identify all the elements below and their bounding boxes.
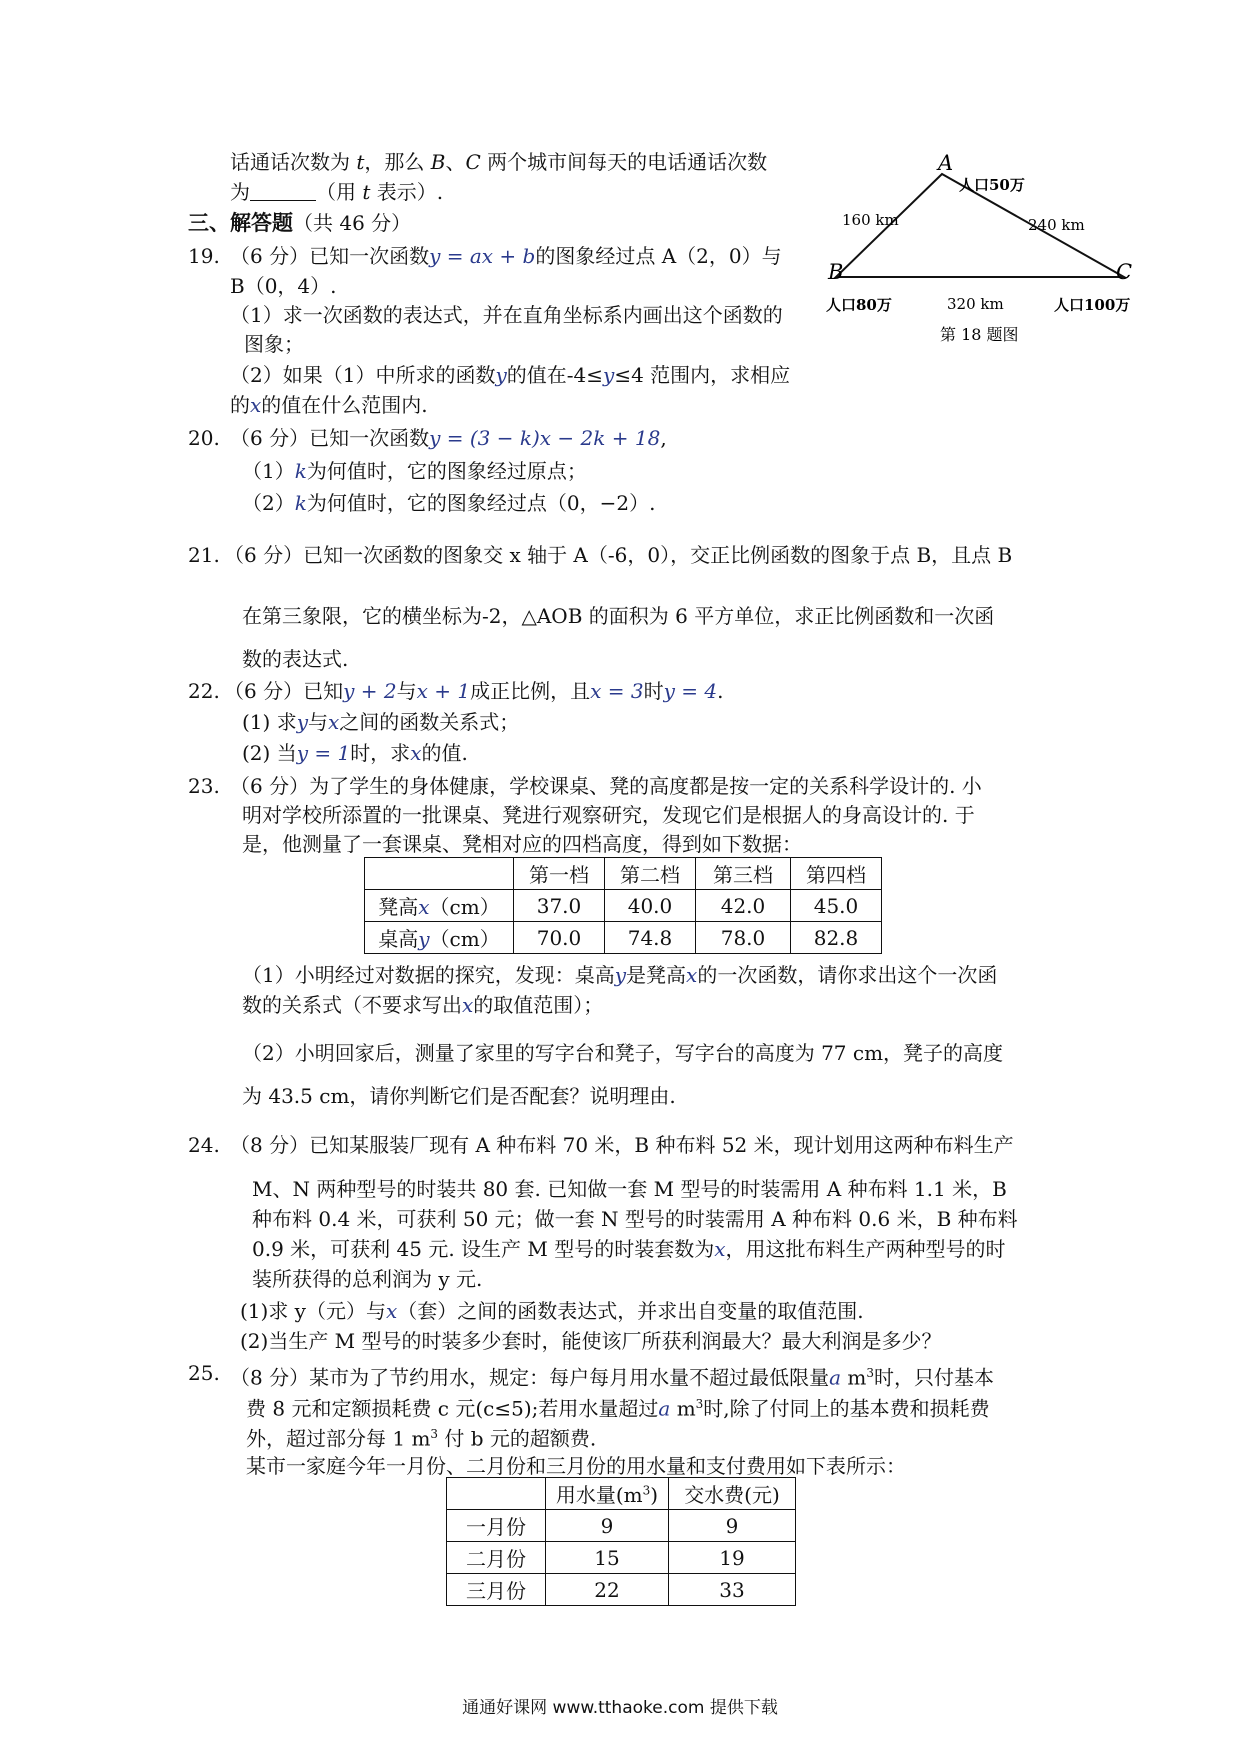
q18-line1: 话通话次数为 t，那么 B、C 两个城市间每天的电话通话次数 bbox=[230, 150, 768, 174]
table-row bbox=[447, 1510, 796, 1542]
fee-cell: 9 bbox=[669, 1510, 796, 1542]
q24-line2: M、N 两种型号的时装共 80 套. 已知做一套 M 型号的时装需用 A 种布料 1.1 米，B bbox=[252, 1177, 1007, 1201]
q25-line3: 外，超过部分每 1 $m^3$ 付 b 元的超额费. bbox=[246, 1426, 597, 1451]
usage-cell: 22 bbox=[546, 1574, 669, 1606]
month-cell: 一月份 bbox=[447, 1510, 546, 1542]
table-header-row bbox=[365, 858, 882, 890]
figure-18-triangle bbox=[826, 150, 1136, 350]
q24-line4: 0.9 米，可获利 45 元. 设生产 M 型号的时装套数为x，用这批布料生产两种型号的时 bbox=[252, 1237, 1006, 1261]
q20-part1: （1）k为何值时，它的图象经过原点； bbox=[242, 459, 587, 483]
table-cell: 42.0 bbox=[696, 890, 791, 922]
table-cell: 40.0 bbox=[605, 890, 696, 922]
table-header-cell bbox=[447, 1478, 546, 1510]
q22-part2: (2) 当y = 1时，求x的值. bbox=[242, 741, 468, 765]
q22-number: 22. bbox=[188, 679, 220, 703]
distance-bc: 320 km bbox=[947, 295, 1004, 313]
vertex-label-c: C bbox=[1116, 260, 1133, 284]
section-heading: 三、解答题（共 46 分） bbox=[188, 211, 412, 235]
distance-ac: 240 km bbox=[1028, 216, 1085, 234]
q19-line2: B（0，4）. bbox=[230, 274, 337, 298]
table-header-cell: 用水量$(m^3)$ bbox=[546, 1478, 669, 1510]
q18-line2: 为 （用 t 表示）. bbox=[230, 180, 444, 204]
table-header-cell: 交水费(元) bbox=[669, 1478, 796, 1510]
q20-line1: （6 分）已知一次函数y = (3 − k)x − 2k + 18, bbox=[230, 426, 667, 450]
q23-number: 23. bbox=[188, 774, 220, 798]
q19-number: 19. bbox=[188, 244, 220, 268]
fee-cell: 19 bbox=[669, 1542, 796, 1574]
q24-number: 24. bbox=[188, 1133, 220, 1157]
q20-part2: （2）k为何值时，它的图象经过点（0，−2）. bbox=[242, 491, 656, 515]
q21-number: 21. bbox=[188, 543, 220, 567]
q25-line1: （8 分）某市为了节约用水，规定：每户每月用水量不超过最低限量a $m^3$时，只付基本 bbox=[230, 1365, 994, 1390]
figure-caption: 第 18 题图 bbox=[940, 325, 1019, 344]
table-row bbox=[365, 922, 882, 954]
q23-part1: （1）小明经过对数据的探究，发现：桌高y是凳高x的一次函数，请你求出这个一次函 bbox=[242, 963, 998, 987]
q24-part2: (2)当生产 M 型号的时装多少套时，能使该厂所获利润最大？最大利润是多少？ bbox=[240, 1329, 942, 1353]
q25-line2: 费 8 元和定额损耗费 c 元(c≤5);若用水量超过a $m^3$时,除了付同上的基本费和损耗费 bbox=[246, 1396, 990, 1421]
q23-part2-cont: 为 43.5 cm，请你判断它们是否配套？说明理由. bbox=[242, 1084, 676, 1108]
table-header-cell bbox=[365, 858, 514, 890]
distance-ab: 160 km bbox=[842, 211, 899, 229]
q19-part1: （1）求一次函数的表达式，并在直角坐标系内画出这个函数的 bbox=[230, 303, 783, 327]
answer-blank[interactable] bbox=[250, 182, 316, 201]
q21-line1: （6 分）已知一次函数的图象交 x 轴于 A（-6，0），交正比例函数的图象于点 B，且点 B bbox=[224, 543, 1013, 567]
q19-part2-cont: 的x的值在什么范围内. bbox=[230, 393, 428, 417]
table-cell: 78.0 bbox=[696, 922, 791, 954]
population-b: 人口80万 bbox=[826, 296, 892, 314]
usage-cell: 9 bbox=[546, 1510, 669, 1542]
table-header-cell: 第一档 bbox=[514, 858, 605, 890]
table-header-cell: 第四档 bbox=[791, 858, 882, 890]
month-cell: 二月份 bbox=[447, 1542, 546, 1574]
row-label: 桌高y（cm） bbox=[365, 922, 514, 954]
table-row bbox=[447, 1574, 796, 1606]
vertex-label-b: B bbox=[828, 260, 844, 284]
population-c: 人口100万 bbox=[1054, 296, 1131, 314]
table-header-row bbox=[447, 1478, 796, 1510]
q22-part1: (1) 求y与x之间的函数关系式； bbox=[242, 710, 520, 734]
q19-part1-cont: 图象； bbox=[244, 332, 304, 356]
q23-line3: 是，他测量了一套课桌、凳相对应的四档高度，得到如下数据： bbox=[242, 832, 802, 856]
table-row bbox=[365, 890, 882, 922]
q23-part2: （2）小明回家后，测量了家里的写字台和凳子，写字台的高度为 77 cm，凳子的高度 bbox=[242, 1041, 1004, 1065]
table-header-cell: 第三档 bbox=[696, 858, 791, 890]
table-header-cell: 第二档 bbox=[605, 858, 696, 890]
desk-chair-table bbox=[364, 857, 882, 954]
table-cell: 82.8 bbox=[791, 922, 882, 954]
q25-number: 25. bbox=[188, 1361, 220, 1385]
table-cell: 70.0 bbox=[514, 922, 605, 954]
q23-line1: （6 分）为了学生的身体健康，学校课桌、凳的高度都是按一定的关系科学设计的. 小 bbox=[230, 774, 982, 798]
table-row bbox=[447, 1542, 796, 1574]
q19-line1: （6 分）已知一次函数y = ax + b的图象经过点 A（2，0）与 bbox=[230, 244, 782, 268]
q20-number: 20. bbox=[188, 426, 220, 450]
population-a: 人口50万 bbox=[959, 176, 1025, 194]
table-cell: 74.8 bbox=[605, 922, 696, 954]
row-label: 凳高x（cm） bbox=[365, 890, 514, 922]
q19-part2: （2）如果（1）中所求的函数y的值在-4≤y≤4 范围内，求相应 bbox=[230, 363, 791, 387]
q24-line1: （8 分）已知某服装厂现有 A 种布料 70 米，B 种布料 52 米，现计划用这两种布料生产 bbox=[230, 1133, 1014, 1157]
month-cell: 三月份 bbox=[447, 1574, 546, 1606]
q24-line3: 种布料 0.4 米，可获利 50 元；做一套 N 型号的时装需用 A 种布料 0.6 米，B 种布料 bbox=[252, 1207, 1018, 1231]
q21-line2: 在第三象限，它的横坐标为-2，△AOB 的面积为 6 平方单位，求正比例函数和一次函 bbox=[242, 604, 995, 628]
water-usage-table bbox=[446, 1477, 796, 1606]
table-cell: 37.0 bbox=[514, 890, 605, 922]
table-cell: 45.0 bbox=[791, 890, 882, 922]
vertex-label-a: A bbox=[938, 151, 954, 175]
q23-line2: 明对学校所添置的一批课桌、凳进行观察研究，发现它们是根据人的身高设计的. 于 bbox=[242, 803, 975, 827]
q22-line1: （6 分）已知y + 2与x + 1成正比例，且x = 3时y = 4. bbox=[224, 679, 724, 703]
q25-line4: 某市一家庭今年一月份、二月份和三月份的用水量和支付费用如下表所示： bbox=[246, 1454, 906, 1478]
page-footer: 通通好课网 www.tthaoke.com 提供下载 bbox=[462, 1698, 778, 1718]
q24-part1: (1)求 y（元）与x（套）之间的函数表达式，并求出自变量的取值范围. bbox=[240, 1299, 864, 1323]
q21-line3: 数的表达式. bbox=[242, 647, 349, 671]
q23-part1-cont: 数的关系式（不要求写出x的取值范围）； bbox=[242, 993, 604, 1017]
usage-cell: 15 bbox=[546, 1542, 669, 1574]
q24-line5: 装所获得的总利润为 y 元. bbox=[252, 1267, 483, 1291]
fee-cell: 33 bbox=[669, 1574, 796, 1606]
